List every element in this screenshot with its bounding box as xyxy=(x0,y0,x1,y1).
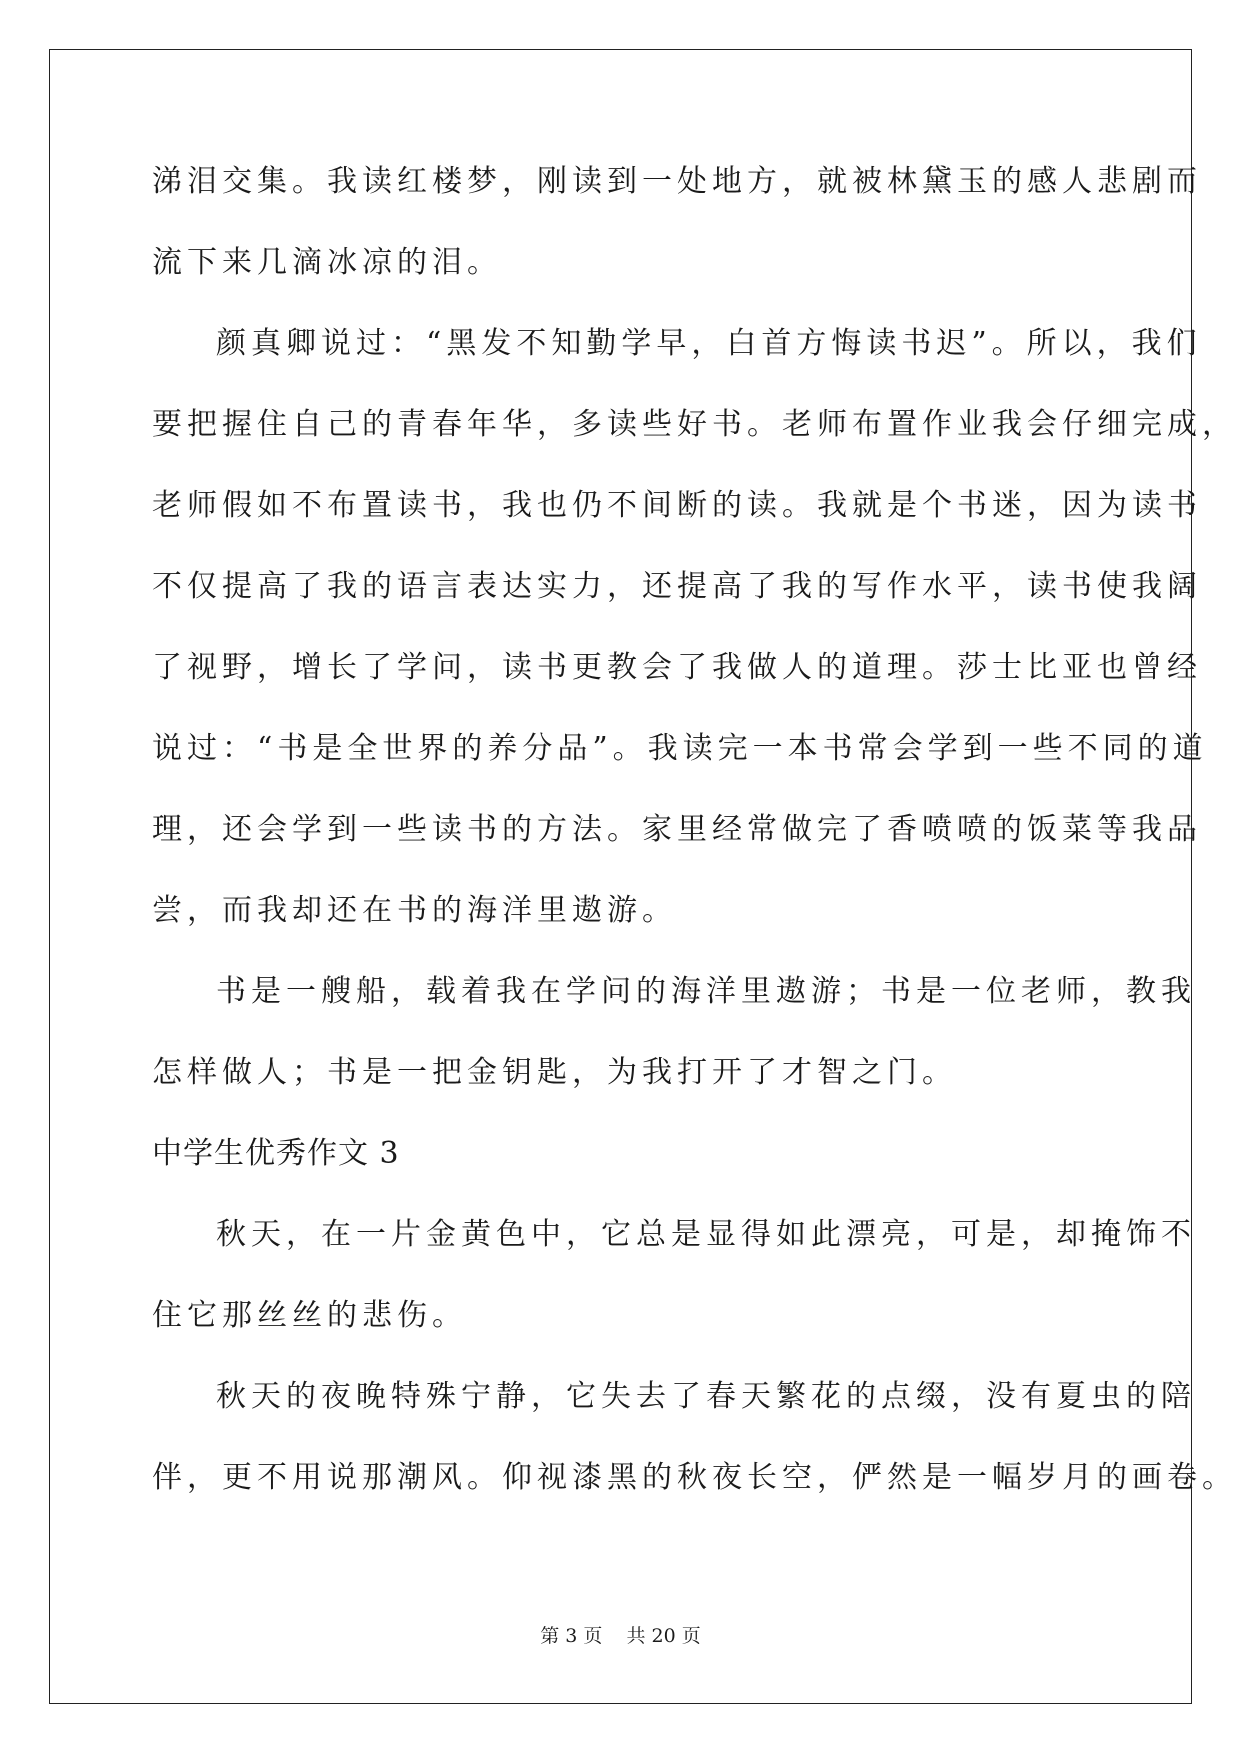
page-number: 第 3 页 xyxy=(540,1625,603,1647)
text-line: 颜真卿说过：“黑发不知勤学早，白首方悔读书迟”。所以，我们 xyxy=(216,326,1202,361)
text-line: 住它那丝丝的悲伤。 xyxy=(152,1298,467,1333)
text-line: 涕泪交集。我读红楼梦，刚读到一处地方，就被林黛玉的感人悲剧而 xyxy=(152,164,1202,199)
text-line: 尝，而我却还在书的海洋里遨游。 xyxy=(152,893,677,928)
text-line: 不仅提高了我的语言表达实力，还提高了我的写作水平，读书使我阔 xyxy=(152,569,1202,604)
text-line: 要把握住自己的青春年华，多读些好书。老师布置作业我会仔细完成， xyxy=(152,407,1237,442)
text-line: 老师假如不布置读书，我也仍不间断的读。我就是个书迷，因为读书 xyxy=(152,488,1202,523)
text-line: 理，还会学到一些读书的方法。家里经常做完了香喷喷的饭菜等我品 xyxy=(152,812,1202,847)
text-line: 了视野，增长了学问，读书更教会了我做人的道理。莎士比亚也曾经 xyxy=(152,650,1202,685)
text-line: 书是一艘船，载着我在学问的海洋里遨游；书是一位老师，教我 xyxy=(216,974,1196,1009)
page-footer xyxy=(0,1624,1241,1648)
text-line: 秋天，在一片金黄色中，它总是显得如此漂亮，可是，却掩饰不 xyxy=(216,1217,1196,1252)
text-line: 流下来几滴冰凉的泪。 xyxy=(152,245,502,280)
text-line: 怎样做人；书是一把金钥匙，为我打开了才智之门。 xyxy=(152,1055,957,1090)
text-line: 伴，更不用说那潮风。仰视漆黑的秋夜长空，俨然是一幅岁月的画卷。 xyxy=(152,1460,1237,1495)
document-body xyxy=(152,162,1237,1539)
text-line: 秋天的夜晚特殊宁静，它失去了春天繁花的点缀，没有夏虫的陪 xyxy=(216,1379,1196,1414)
page-total: 共 20 页 xyxy=(626,1625,701,1647)
text-line: 说过：“书是全世界的养分品”。我读完一本书常会学到一些不同的道 xyxy=(152,731,1208,766)
section-heading: 中学生优秀作文 3 xyxy=(152,1136,400,1171)
